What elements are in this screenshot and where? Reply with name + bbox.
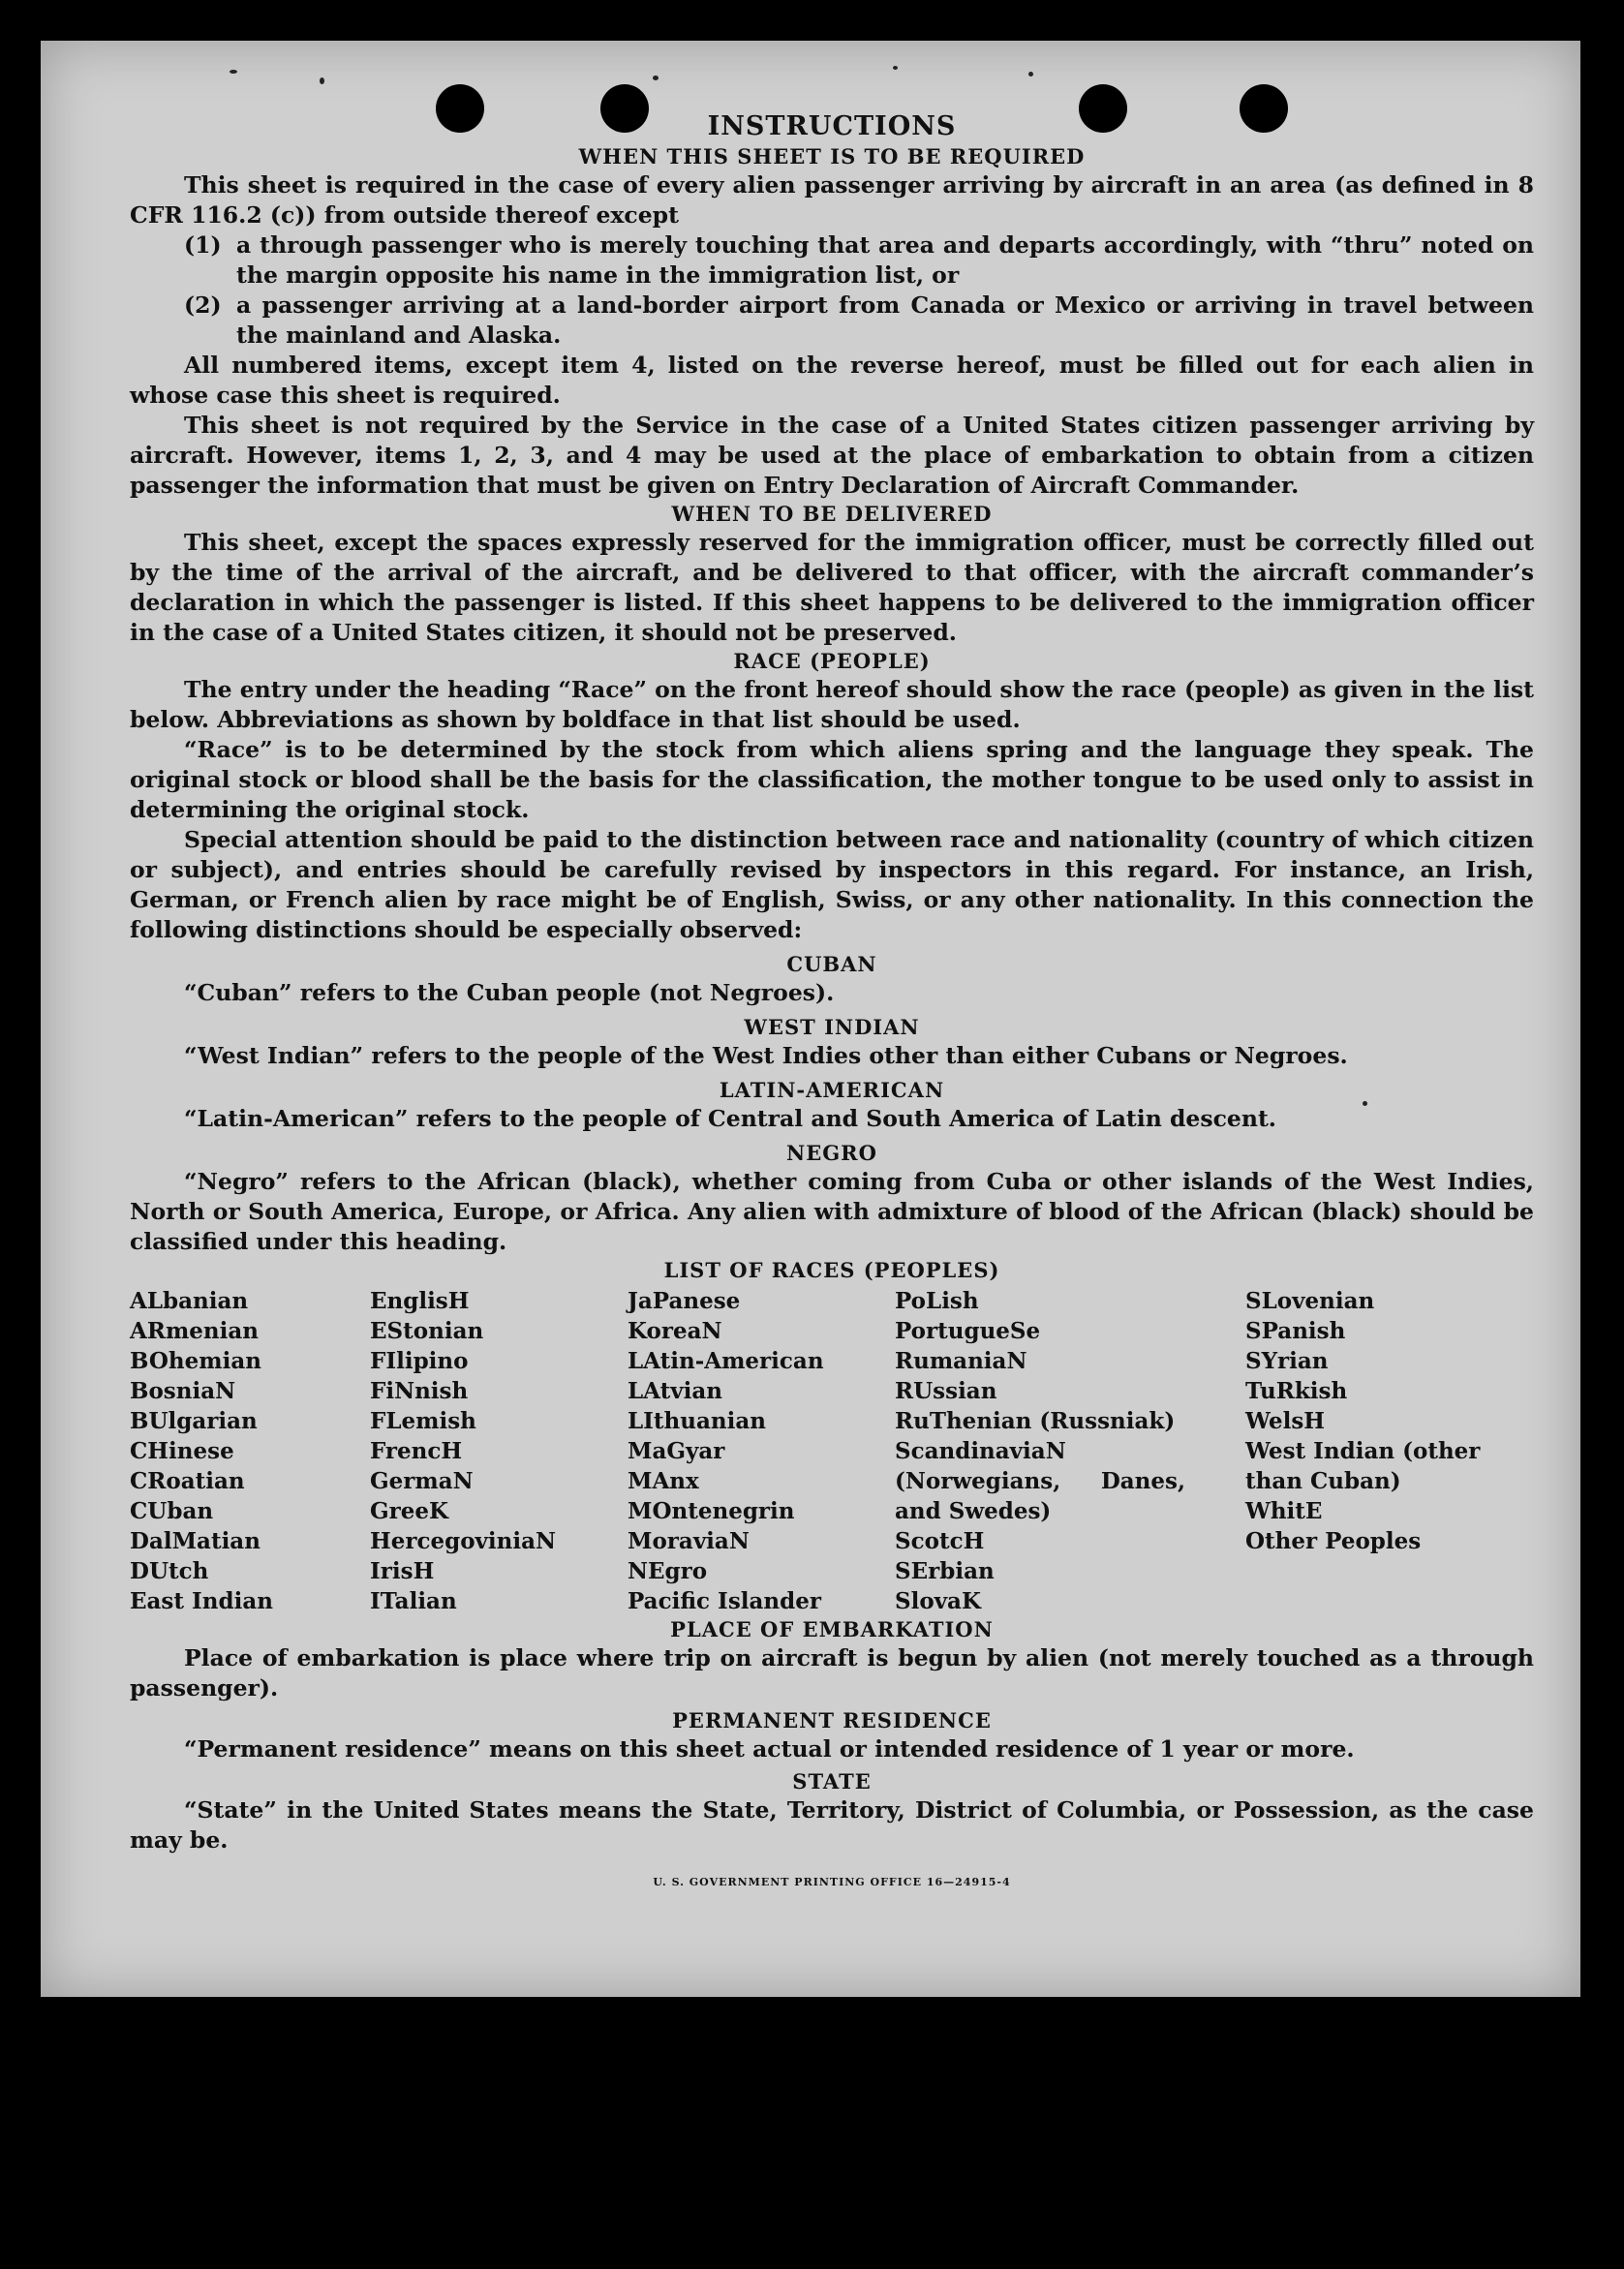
item-text: a passenger arriving at a land-border airport from Canada or Mexico or arriving in travel between the mainland and Alaska. (236, 291, 1534, 349)
heading-permanent-residence: PERMANENT RESIDENCE (672, 1708, 992, 1732)
race-entry: East Indian (130, 1588, 273, 1614)
race-entry: LAtin-American (628, 1348, 824, 1374)
heading-negro: NEGRO (786, 1141, 877, 1165)
race-entry: GreeK (370, 1498, 449, 1524)
race-entry: FrencH (370, 1438, 463, 1464)
race-entry: LAtvian (628, 1378, 722, 1404)
race-entry: EStonian (370, 1318, 484, 1344)
race-entry: ScandinaviaN (Norwegians, Danes, and Swedes) (895, 1438, 1185, 1524)
heading-west-indian: WEST INDIAN (744, 1015, 920, 1039)
page-title: INSTRUCTIONS (707, 111, 957, 141)
race-entry: LIthuanian (628, 1408, 766, 1434)
race-entry: SYrian (1245, 1348, 1329, 1374)
document-page (41, 41, 1580, 1997)
printer-imprint: U. S. GOVERNMENT PRINTING OFFICE 16—24915-4 (653, 1876, 1011, 1888)
race-entry: MAnx (628, 1468, 699, 1494)
paragraph: “Race” is to be determined by the stock from which aliens spring and the language they speak. The original stock or blood shall be the basis for the classification, the mother tongue to be used only to assist in determining the original stock. (130, 736, 1534, 823)
heading-place-of-embarkation: PLACE OF EMBARKATION (670, 1617, 994, 1641)
race-entry: MOntenegrin (628, 1498, 795, 1524)
race-entry: RumaniaN (895, 1348, 1027, 1374)
races-column (130, 1286, 370, 1616)
paragraph: The entry under the heading “Race” on the front hereof should show the race (people) as given in the list below. Abbreviations as shown by boldface in that list should be used. (130, 676, 1534, 733)
race-entry: KoreaN (628, 1318, 722, 1344)
heading-cuban: CUBAN (786, 952, 877, 976)
paragraph: “Negro” refers to the African (black), whether coming from Cuba or other islands of the West Indies, North or South America, Europe, or Africa. Any alien with admixture of blood of the African (black) should be classified under this heading. (130, 1168, 1534, 1255)
race-entry: FIlipino (370, 1348, 469, 1374)
paragraph: “West Indian” refers to the people of the West Indies other than either Cubans or Negroes. (184, 1042, 1348, 1069)
race-entry: SLovenian (1245, 1288, 1375, 1314)
race-entry: West Indian (other than Cuban) (1245, 1438, 1481, 1494)
race-entry: JaPanese (628, 1288, 741, 1314)
races-table (130, 1286, 1534, 1616)
paragraph: This sheet is required in the case of every alien passenger arriving by aircraft in an area (as defined in 8 CFR 116.2 (c)) from outside thereof except (130, 171, 1534, 229)
race-entry: GermaN (370, 1468, 474, 1494)
race-entry: WhitE (1245, 1498, 1323, 1524)
race-entry: NEgro (628, 1558, 708, 1584)
paragraph: All numbered items, except item 4, listed on the reverse hereof, must be filled out for each alien in whose case this sheet is required. (130, 352, 1534, 409)
race-entry: TuRkish (1245, 1378, 1348, 1404)
race-entry: FLemish (370, 1408, 476, 1434)
paragraph: This sheet, except the spaces expressly reserved for the immigration officer, must be correctly filled out by the time of the arrival of the aircraft, and be delivered to that officer, with the aircraft commander’s declaration in which the passenger is listed. If this sheet happens to be delivered to the immigration officer in the case of a United States citizen, it should not be preserved. (130, 529, 1534, 646)
race-entry: DUtch (130, 1558, 209, 1584)
heading-state: STATE (792, 1769, 872, 1794)
heading-list-of-races: LIST OF RACES (PEOPLES) (663, 1258, 1000, 1282)
race-entry: ALbanian (130, 1288, 249, 1314)
race-entry: DalMatian (130, 1528, 260, 1554)
races-column (1245, 1286, 1497, 1616)
item-number: (1) (184, 231, 222, 259)
race-entry: CRoatian (130, 1468, 245, 1494)
race-entry: ITalian (370, 1588, 457, 1614)
paragraph: “Latin-American” refers to the people of Central and South America of Latin descent. (184, 1105, 1276, 1132)
races-column (895, 1286, 1245, 1616)
race-entry: EnglisH (370, 1288, 470, 1314)
race-entry: BOhemian (130, 1348, 261, 1374)
races-column (370, 1286, 628, 1616)
item-text: a through passenger who is merely touching that area and departs accordingly, with “thru” noted on the margin opposite his name in the immigration list, or (236, 231, 1534, 289)
race-entry: MoraviaN (628, 1528, 750, 1554)
race-entry: IrisH (370, 1558, 435, 1584)
race-entry: CUban (130, 1498, 214, 1524)
race-entry: HercegoviniaN (370, 1528, 557, 1554)
list-item (184, 230, 1534, 291)
list-item (184, 291, 1534, 351)
race-entry: BUlgarian (130, 1408, 258, 1434)
heading-when-delivered: WHEN TO BE DELIVERED (671, 502, 993, 526)
paragraph: This sheet is not required by the Service in the case of a United States citizen passenger arriving by aircraft. However, items 1, 2, 3, and 4 may be used at the place of embarkation to obtain from a citizen passenger the information that must be given on Entry Declaration of Aircraft Commander. (130, 412, 1534, 499)
heading-when-required: WHEN THIS SHEET IS TO BE REQUIRED (578, 144, 1086, 169)
paragraph: “State” in the United States means the State, Territory, District of Columbia, or Possession, as the case may be. (130, 1796, 1534, 1854)
paragraph: “Cuban” refers to the Cuban people (not Negroes). (184, 979, 835, 1006)
race-entry: WelsH (1245, 1408, 1326, 1434)
race-entry: MaGyar (628, 1438, 725, 1464)
heading-race: RACE (PEOPLE) (733, 649, 931, 673)
race-entry: BosniaN (130, 1378, 236, 1404)
race-entry: ARmenian (130, 1318, 260, 1344)
race-entry: SPanish (1245, 1318, 1346, 1344)
race-entry: Other Peoples (1245, 1528, 1422, 1554)
race-entry: Pacific Islander (628, 1588, 821, 1614)
race-entry: FiNnish (370, 1378, 469, 1404)
race-entry: RuThenian (Russniak) (895, 1408, 1176, 1434)
races-column (628, 1286, 895, 1616)
race-entry: PortugueSe (895, 1318, 1041, 1344)
race-entry: SErbian (895, 1558, 995, 1584)
race-entry: PoLish (895, 1288, 979, 1314)
paragraph: “Permanent residence” means on this sheet actual or intended residence of 1 year or more. (184, 1735, 1355, 1763)
heading-latin-american: LATIN-AMERICAN (719, 1078, 945, 1102)
paragraph: Place of embarkation is place where trip on aircraft is begun by alien (not merely touched as a through passenger). (130, 1644, 1534, 1702)
race-entry: RUssian (895, 1378, 997, 1404)
paragraph: Special attention should be paid to the distinction between race and nationality (country of which citizen or subject), and entries should be carefully revised by inspectors in this regard. For instance, an Irish, German, or French alien by race might be of English, Swiss, or any other nationality. In this connection the following distinctions should be especially observed: (130, 826, 1534, 943)
race-entry: ScotcH (895, 1528, 985, 1554)
race-entry: CHinese (130, 1438, 234, 1464)
item-number: (2) (184, 291, 222, 319)
instructions-content (130, 110, 1534, 1897)
race-entry: SlovaK (895, 1588, 981, 1614)
